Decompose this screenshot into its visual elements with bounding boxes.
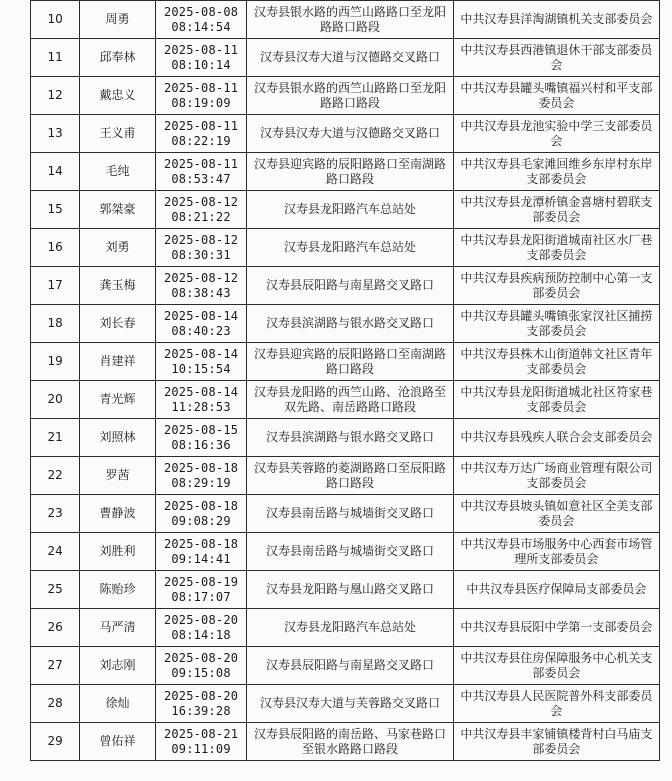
time-text: 09:08:29 <box>171 513 231 528</box>
table-row <box>31 685 660 723</box>
organization-cell <box>453 229 659 267</box>
date-text: 2025-08-20 <box>163 612 239 627</box>
location-text: 汉寿县滨湖路与银水路交叉路口 <box>266 316 435 330</box>
date-text: 2025-08-11 <box>163 118 239 133</box>
row-number: 14 <box>31 153 80 191</box>
table-row <box>31 647 660 685</box>
location-text: 汉寿县南岳路与城墙街交叉路口 <box>266 544 435 558</box>
organization-text: 中共汉寿县罐头嘴镇福兴村和平支部委员会 <box>460 80 653 110</box>
date-text: 2025-08-20 <box>163 688 239 703</box>
date-text: 2025-08-11 <box>163 156 239 171</box>
datetime-cell <box>155 685 247 723</box>
date-text: 2025-08-18 <box>163 498 239 513</box>
person-name: 罗茜 <box>80 457 155 495</box>
table-row <box>31 571 660 609</box>
location-text: 汉寿县龙阳路的西竺山路、沧浪路至双先路、南岳路路口路段 <box>254 384 447 414</box>
row-number: 11 <box>31 39 80 77</box>
row-number: 16 <box>31 229 80 267</box>
date-text: 2025-08-15 <box>163 422 239 437</box>
datetime-cell <box>155 267 247 305</box>
table-row <box>31 533 660 571</box>
organization-cell <box>453 191 659 229</box>
organization-cell <box>453 723 659 761</box>
organization-cell <box>453 647 659 685</box>
table-row <box>31 229 660 267</box>
datetime-cell <box>155 1 247 39</box>
datetime-cell <box>155 457 247 495</box>
row-number: 22 <box>31 457 80 495</box>
location-cell <box>247 343 453 381</box>
datetime-cell <box>155 381 247 419</box>
organization-cell <box>453 571 659 609</box>
organization-cell <box>453 115 659 153</box>
location-cell <box>247 419 453 457</box>
time-text: 09:14:41 <box>171 551 231 566</box>
organization-text: 中共汉寿县龙阳街道城北社区符家巷支部委员会 <box>460 384 653 414</box>
datetime-cell <box>155 191 247 229</box>
person-name: 刘勇 <box>80 229 155 267</box>
location-text: 汉寿县芙蓉路的菱湖路路口至辰阳路路口路段 <box>254 460 447 490</box>
person-name: 戴忠义 <box>80 77 155 115</box>
time-text: 16:39:28 <box>171 703 231 718</box>
time-text: 08:16:36 <box>171 437 231 452</box>
person-name: 徐灿 <box>80 685 155 723</box>
time-text: 10:15:54 <box>171 361 231 376</box>
organization-cell <box>453 381 659 419</box>
row-number: 17 <box>31 267 80 305</box>
row-number: 18 <box>31 305 80 343</box>
person-name: 陈贻珍 <box>80 571 155 609</box>
location-text: 汉寿县龙阳路与凰山路交叉路口 <box>266 582 435 596</box>
organization-cell <box>453 419 659 457</box>
time-text: 08:17:07 <box>171 589 231 604</box>
location-cell <box>247 457 453 495</box>
organization-cell <box>453 609 659 647</box>
datetime-cell <box>155 723 247 761</box>
time-text: 08:29:19 <box>171 475 231 490</box>
time-text: 08:38:43 <box>171 285 231 300</box>
organization-text: 中共汉寿县坡头镇如意社区全美支部委员会 <box>460 498 653 528</box>
time-text: 08:10:14 <box>171 57 231 72</box>
date-text: 2025-08-08 <box>163 4 239 19</box>
location-text: 汉寿县汉寿大道与汉德路交叉路口 <box>260 126 441 140</box>
person-name: 曹静波 <box>80 495 155 533</box>
location-text: 汉寿县银水路的西竺山路路口至龙阳路路口路段 <box>254 4 447 34</box>
person-name: 刘志刚 <box>80 647 155 685</box>
location-cell <box>247 571 453 609</box>
date-text: 2025-08-14 <box>163 308 239 323</box>
organization-cell <box>453 495 659 533</box>
date-text: 2025-08-12 <box>163 232 239 247</box>
row-number: 23 <box>31 495 80 533</box>
row-number: 15 <box>31 191 80 229</box>
organization-text: 中共汉寿县洋淘湖镇机关支部委员会 <box>460 12 653 26</box>
row-number: 12 <box>31 77 80 115</box>
datetime-cell <box>155 305 247 343</box>
person-name: 刘照林 <box>80 419 155 457</box>
date-text: 2025-08-12 <box>163 270 239 285</box>
row-number: 10 <box>31 1 80 39</box>
row-number: 27 <box>31 647 80 685</box>
datetime-cell <box>155 115 247 153</box>
organization-text: 中共汉寿县疾病预防控制中心第一支部委员会 <box>460 270 653 300</box>
location-cell <box>247 1 453 39</box>
location-text: 汉寿县迎宾路的辰阳路路口至南湖路路口路段 <box>254 346 447 376</box>
organization-text: 中共汉寿县龙池实验中学三支部委员会 <box>460 118 653 148</box>
organization-text: 中共汉寿县龙潭桥镇金喜塘村碧联支部委员会 <box>460 194 653 224</box>
organization-text: 中共汉寿县医疗保障局支部委员会 <box>466 582 647 596</box>
person-name: 龚玉梅 <box>80 267 155 305</box>
organization-cell <box>453 305 659 343</box>
row-number: 20 <box>31 381 80 419</box>
location-text: 汉寿县银水路的西竺山路路口至龙阳路路口路段 <box>254 80 447 110</box>
organization-text: 中共汉寿万达广场商业管理有限公司支部委员会 <box>460 460 653 490</box>
date-text: 2025-08-14 <box>163 346 239 361</box>
table-row <box>31 381 660 419</box>
organization-cell <box>453 685 659 723</box>
organization-cell <box>453 39 659 77</box>
location-text: 汉寿县龙阳路汽车总站处 <box>284 202 417 216</box>
time-text: 08:19:09 <box>171 95 231 110</box>
location-text: 汉寿县辰阳路与南星路交叉路口 <box>266 658 435 672</box>
person-name: 毛纯 <box>80 153 155 191</box>
date-text: 2025-08-19 <box>163 574 239 589</box>
organization-text: 中共汉寿县市场服务中心西套市场管理所支部委员会 <box>460 536 653 566</box>
location-text: 汉寿县龙阳路汽车总站处 <box>284 240 417 254</box>
date-text: 2025-08-21 <box>163 726 239 741</box>
date-text: 2025-08-11 <box>163 42 239 57</box>
person-name: 曾佑祥 <box>80 723 155 761</box>
organization-text: 中共汉寿县株木山街道韩文社区青年支部委员会 <box>460 346 653 376</box>
location-cell <box>247 77 453 115</box>
datetime-cell <box>155 609 247 647</box>
location-cell <box>247 153 453 191</box>
location-text: 汉寿县辰阳路与南星路交叉路口 <box>266 278 435 292</box>
location-text: 汉寿县汉寿大道与汉德路交叉路口 <box>260 50 441 64</box>
time-text: 08:22:19 <box>171 133 231 148</box>
location-cell <box>247 647 453 685</box>
organization-cell <box>453 153 659 191</box>
organization-cell <box>453 267 659 305</box>
location-cell <box>247 39 453 77</box>
location-text: 汉寿县迎宾路的辰阳路路口至南湖路路口路段 <box>254 156 447 186</box>
row-number: 19 <box>31 343 80 381</box>
organization-cell <box>453 457 659 495</box>
location-cell <box>247 381 453 419</box>
organization-text: 中共汉寿县丰家铺镇楼背村白马庙支部委员会 <box>460 726 653 756</box>
location-cell <box>247 229 453 267</box>
table-row <box>31 609 660 647</box>
person-name: 马严清 <box>80 609 155 647</box>
date-text: 2025-08-18 <box>163 460 239 475</box>
table-row <box>31 305 660 343</box>
table-row <box>31 39 660 77</box>
datetime-cell <box>155 495 247 533</box>
violation-table <box>30 0 660 761</box>
organization-cell <box>453 77 659 115</box>
organization-text: 中共汉寿县龙阳街道城南社区水厂巷支部委员会 <box>460 232 653 262</box>
person-name: 王义甫 <box>80 115 155 153</box>
table-body <box>31 1 660 761</box>
location-text: 汉寿县南岳路与城墙街交叉路口 <box>266 506 435 520</box>
location-cell <box>247 685 453 723</box>
location-text: 汉寿县汉寿大道与芙蓉路交叉路口 <box>260 696 441 710</box>
organization-text: 中共汉寿县西港镇退休干部支部委员会 <box>460 42 653 72</box>
location-text: 汉寿县滨湖路与银水路交叉路口 <box>266 430 435 444</box>
organization-cell <box>453 1 659 39</box>
organization-text: 中共汉寿县住房保障服务中心机关支部委员会 <box>460 650 653 680</box>
date-text: 2025-08-20 <box>163 650 239 665</box>
time-text: 08:14:54 <box>171 19 231 34</box>
location-cell <box>247 191 453 229</box>
location-cell <box>247 267 453 305</box>
table-row <box>31 115 660 153</box>
row-number: 24 <box>31 533 80 571</box>
location-cell <box>247 723 453 761</box>
time-text: 09:15:08 <box>171 665 231 680</box>
organization-cell <box>453 343 659 381</box>
row-number: 28 <box>31 685 80 723</box>
table-row <box>31 77 660 115</box>
person-name: 邱奉林 <box>80 39 155 77</box>
organization-text: 中共汉寿县辰阳中学第一支部委员会 <box>460 620 653 634</box>
row-number: 29 <box>31 723 80 761</box>
time-text: 08:53:47 <box>171 171 231 186</box>
organization-cell <box>453 533 659 571</box>
table-row <box>31 419 660 457</box>
time-text: 11:28:53 <box>171 399 231 414</box>
date-text: 2025-08-12 <box>163 194 239 209</box>
time-text: 08:21:22 <box>171 209 231 224</box>
table-row <box>31 457 660 495</box>
person-name: 青光辉 <box>80 381 155 419</box>
date-text: 2025-08-14 <box>163 384 239 399</box>
time-text: 09:11:09 <box>171 741 231 756</box>
organization-text: 中共汉寿县人民医院普外科支部委员会 <box>460 688 653 718</box>
location-text: 汉寿县龙阳路汽车总站处 <box>284 620 417 634</box>
person-name: 肖建祥 <box>80 343 155 381</box>
location-cell <box>247 609 453 647</box>
datetime-cell <box>155 229 247 267</box>
date-text: 2025-08-11 <box>163 80 239 95</box>
time-text: 08:30:31 <box>171 247 231 262</box>
table-row <box>31 267 660 305</box>
location-cell <box>247 305 453 343</box>
organization-text: 中共汉寿县残疾人联合会支部委员会 <box>460 430 653 444</box>
datetime-cell <box>155 77 247 115</box>
organization-text: 中共汉寿县罐头嘴镇张家汊社区捕捞支部委员会 <box>460 308 653 338</box>
table-row <box>31 1 660 39</box>
row-number: 13 <box>31 115 80 153</box>
datetime-cell <box>155 39 247 77</box>
datetime-cell <box>155 571 247 609</box>
table-row <box>31 495 660 533</box>
organization-text: 中共汉寿县毛家滩回维乡东岸村东岸支部委员会 <box>460 156 653 186</box>
datetime-cell <box>155 343 247 381</box>
datetime-cell <box>155 153 247 191</box>
location-cell <box>247 533 453 571</box>
person-name: 刘长春 <box>80 305 155 343</box>
table-row <box>31 723 660 761</box>
person-name: 郭桀豪 <box>80 191 155 229</box>
table-row <box>31 153 660 191</box>
table-row <box>31 343 660 381</box>
datetime-cell <box>155 533 247 571</box>
date-text: 2025-08-18 <box>163 536 239 551</box>
datetime-cell <box>155 419 247 457</box>
location-cell <box>247 495 453 533</box>
location-text: 汉寿县辰阳路的南岳路、马家巷路口至银水路路口路段 <box>254 726 447 756</box>
time-text: 08:40:23 <box>171 323 231 338</box>
datetime-cell <box>155 647 247 685</box>
location-cell <box>247 115 453 153</box>
person-name: 周勇 <box>80 1 155 39</box>
row-number: 26 <box>31 609 80 647</box>
person-name: 刘胜利 <box>80 533 155 571</box>
row-number: 21 <box>31 419 80 457</box>
row-number: 25 <box>31 571 80 609</box>
table-row <box>31 191 660 229</box>
time-text: 08:14:18 <box>171 627 231 642</box>
